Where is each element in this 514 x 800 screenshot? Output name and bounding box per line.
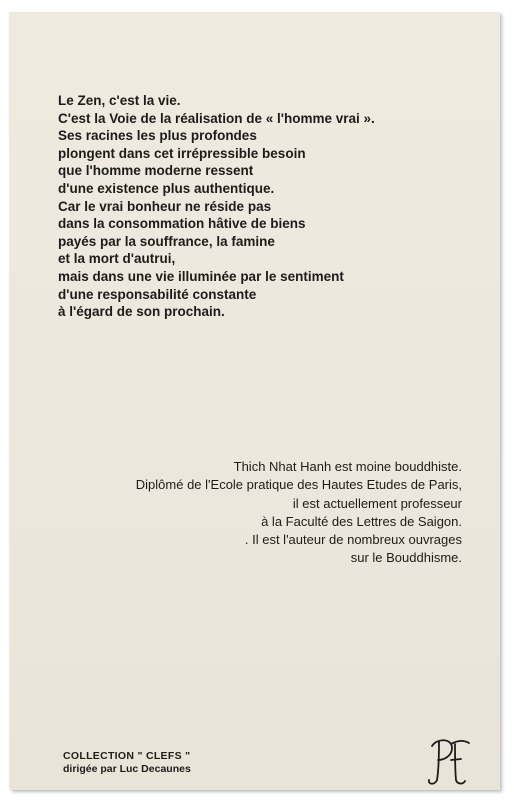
cover-blurb — [58, 92, 375, 321]
blurb-line: payés par la souffrance, la famine — [58, 233, 275, 249]
publisher-monogram-icon — [422, 730, 476, 790]
author-bio-line: Thich Nhat Hanh est moine bouddhiste. — [233, 459, 462, 474]
blurb-line: d'une existence plus authentique. — [58, 180, 275, 196]
blurb-line: à l'égard de son prochain. — [58, 304, 225, 320]
author-bio-line: Diplômé de l'Ecole pratique des Hautes Etudes de Paris, — [135, 477, 462, 493]
blurb-line: que l'homme moderne ressent — [58, 163, 254, 179]
author-bio-line: . Il est l'auteur de nombreux ouvrages — [244, 532, 462, 548]
author-bio — [136, 458, 462, 568]
blurb-line: Ses racines les plus profondes — [58, 128, 257, 144]
author-bio-line: sur le Bouddhisme. — [350, 550, 462, 566]
blurb-line: dans la consommation hâtive de biens — [58, 216, 306, 232]
blurb-line: C'est la Voie de la réalisation de « l'homme vrai ». — [58, 110, 375, 126]
blurb-line: Car le vrai bonheur ne réside pas — [58, 198, 272, 214]
collection-title: COLLECTION " CLEFS " — [63, 750, 191, 762]
blurb-line: d'une responsabilité constante — [58, 286, 257, 302]
author-bio-line: à la Faculté des Lettres de Saigon. — [261, 513, 462, 529]
blurb-line: plongent dans cet irrépressible besoin — [58, 145, 306, 161]
collection-editor: dirigée par Luc Decaunes — [63, 763, 191, 775]
blurb-line: mais dans une vie illuminée par le sentiment — [58, 268, 344, 284]
blurb-line: Le Zen, c'est la vie. — [58, 93, 181, 108]
author-bio-line: il est actuellement professeur — [292, 495, 462, 511]
book-back-cover — [10, 12, 500, 790]
blurb-line: et la mort d'autrui, — [58, 251, 176, 267]
collection-info — [63, 750, 191, 776]
